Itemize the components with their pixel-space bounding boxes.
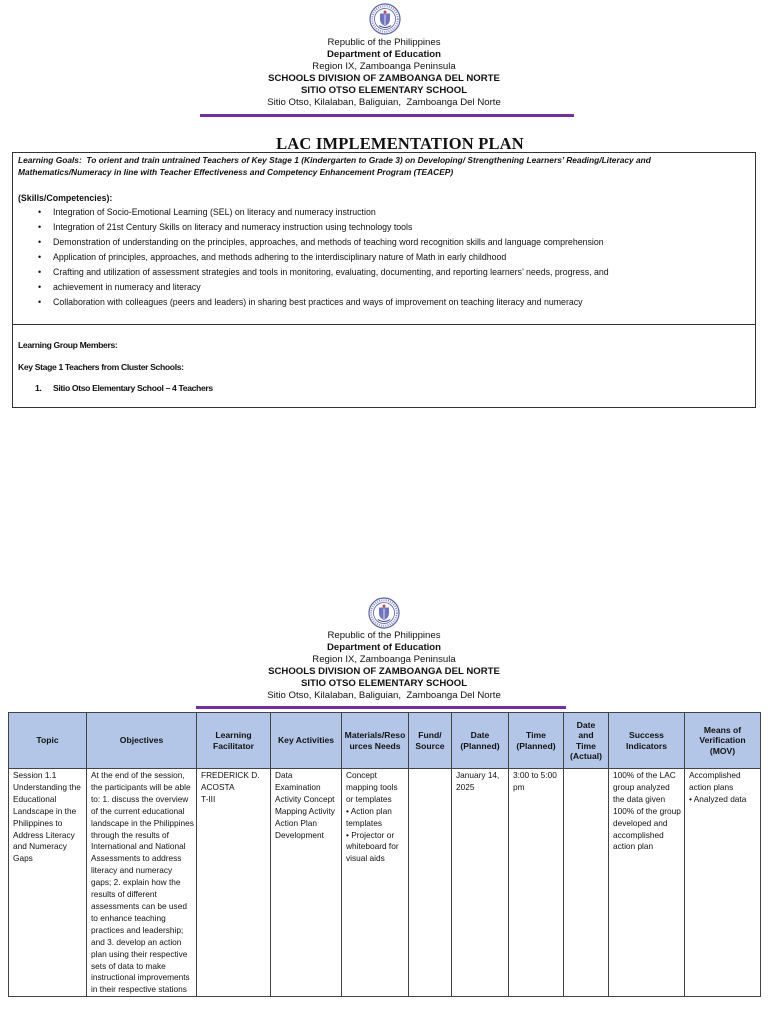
school-line: SITIO OTSO ELEMENTARY SCHOOL	[300, 85, 468, 96]
cell-facilitator: FREDERICK D. ACOSTA T-III	[197, 769, 271, 997]
skill-item	[38, 250, 609, 265]
address-line: Sitio Otso, Kilalaban, Baliguian, Zamboanga Del Norte	[267, 690, 501, 701]
skill-item	[38, 220, 609, 235]
cell-key-activities: Data Examination Activity Concept Mapping Activity Action Plan Development	[271, 769, 342, 997]
cell-success-indicators: 100% of the LAC group analyzed the data given 100% of the group developed and accomplished action plan	[609, 769, 685, 997]
section-divider	[13, 324, 755, 325]
skill-item	[38, 205, 609, 220]
bullet-icon: •	[38, 252, 42, 262]
bullet-icon: •	[38, 297, 42, 307]
cell-date-time-actual	[564, 769, 609, 997]
letterhead	[0, 630, 768, 702]
col-header-topic: Topic	[9, 713, 87, 769]
col-header-objectives: Objectives	[87, 713, 197, 769]
col-header-date-planned: Date (Planned)	[452, 713, 509, 769]
republic-line: Republic of the Philippines	[327, 37, 441, 48]
member-list-item	[35, 382, 213, 394]
letterhead-rule	[196, 706, 566, 709]
skill-text: Application of principles, approaches, and methods adhering to the interdisciplinary nature of Math in early childhood	[53, 252, 507, 262]
skill-item	[38, 235, 609, 250]
republic-line: Republic of the Philippines	[327, 630, 441, 641]
cell-date-planned: January 14, 2025	[452, 769, 509, 997]
department-line: Department of Education	[326, 642, 442, 653]
col-header-date-time-actual: Date and Time (Actual)	[564, 713, 609, 769]
col-header-key-activities: Key Activities	[271, 713, 342, 769]
bullet-icon: •	[38, 222, 42, 232]
col-header-learning-facilitator: Learning Facilitator	[197, 713, 271, 769]
table-header-row	[9, 713, 761, 769]
skill-text: achievement in numeracy and literacy	[53, 282, 201, 292]
goals-box	[12, 152, 756, 408]
members-label: Learning Group Members:	[18, 340, 118, 350]
cell-fund-source	[409, 769, 452, 997]
cell-time-planned: 3:00 to 5:00 pm	[509, 769, 564, 997]
address-line: Sitio Otso, Kilalaban, Baliguian, Zamboanga Del Norte	[267, 97, 501, 108]
bullet-icon: •	[38, 207, 42, 217]
skills-label: (Skills/Competencies):	[18, 193, 113, 203]
plan-table-container	[8, 712, 761, 1024]
table-row	[9, 769, 761, 997]
letterhead	[0, 37, 768, 109]
cell-topic: Session 1.1 Understanding the Educational Landscape in the Philippines to Address Literacy and Numeracy Gaps	[9, 769, 87, 997]
cell-mov: Accomplished action plans • Analyzed data	[685, 769, 761, 997]
learning-goals	[18, 154, 658, 178]
members-subtitle: Key Stage 1 Teachers from Cluster Schools:	[18, 362, 184, 372]
skill-text: Demonstration of understanding on the principles, approaches, and methods of teaching word recognition skills and language comprehension	[53, 237, 604, 247]
learning-goals-label: Learning Goals:	[18, 155, 82, 165]
page-title: LAC IMPLEMENTATION PLAN	[276, 134, 524, 153]
skill-text: Integration of 21st Century Skills on literacy and numeracy instruction using technology tools	[53, 222, 413, 232]
bullet-icon: •	[38, 237, 42, 247]
deped-seal-icon	[368, 597, 400, 629]
cell-materials: Concept mapping tools or templates • Action plan templates • Projector or whiteboard for visual aids	[342, 769, 409, 997]
skill-item	[38, 265, 609, 280]
skill-text: Integration of Socio-Emotional Learning (SEL) on literacy and numeracy instruction	[53, 207, 376, 217]
region-line: Region IX, Zamboanga Peninsula	[312, 61, 456, 72]
col-header-mov: Means of Verification (MOV)	[685, 713, 761, 769]
skill-item	[38, 295, 609, 310]
division-line: SCHOOLS DIVISION OF ZAMBOANGA DEL NORTE	[268, 666, 500, 677]
col-header-materials: Materials/Resources Needs	[342, 713, 409, 769]
member-item-text: Sitio Otso Elementary School – 4 Teachers	[53, 383, 213, 393]
region-line: Region IX, Zamboanga Peninsula	[312, 654, 456, 665]
skills-list	[38, 205, 609, 310]
bullet-icon: •	[38, 282, 42, 292]
department-line: Department of Education	[326, 49, 442, 60]
letterhead-rule	[200, 114, 574, 117]
col-header-fund-source: Fund/ Source	[409, 713, 452, 769]
deped-seal-icon	[369, 3, 401, 35]
cell-objectives: At the end of the session, the participants will be able to: 1. discuss the overview of the current educational landscape in the Philippines through the results of International and National Assessments to address literacy and numeracy gaps; 2. explain how the results of different assessments can be used to enhance teaching practices and leadership; and 3. develop an action plan using their respective sets of data to make instructional improvements in their respective stations	[87, 769, 197, 997]
division-line: SCHOOLS DIVISION OF ZAMBOANGA DEL NORTE	[268, 73, 500, 84]
school-line: SITIO OTSO ELEMENTARY SCHOOL	[300, 678, 468, 689]
skill-text: Collaboration with colleagues (peers and leaders) in sharing best practices and ways of improvement on teaching literacy and numeracy	[53, 297, 583, 307]
skill-item	[38, 280, 609, 295]
col-header-time-planned: Time (Planned)	[509, 713, 564, 769]
member-item-number: 1.	[35, 383, 42, 393]
col-header-success-indicators: Success Indicators	[609, 713, 685, 769]
learning-goals-text: To orient and train untrained Teachers of Key Stage 1 (Kindergarten to Grade 3) on Developing/ Strengthening Learners’ Reading/Literacy and Mathematics/Numeracy in line with Teacher Effectiveness and Competency Enhancement Program (TEACEP)	[18, 155, 651, 177]
bullet-icon: •	[38, 267, 42, 277]
skill-text: Crafting and utilization of assessment strategies and tools in monitoring, evaluating, documenting, and reporting learners’ needs, progress, and	[53, 267, 609, 277]
plan-table	[8, 712, 761, 997]
